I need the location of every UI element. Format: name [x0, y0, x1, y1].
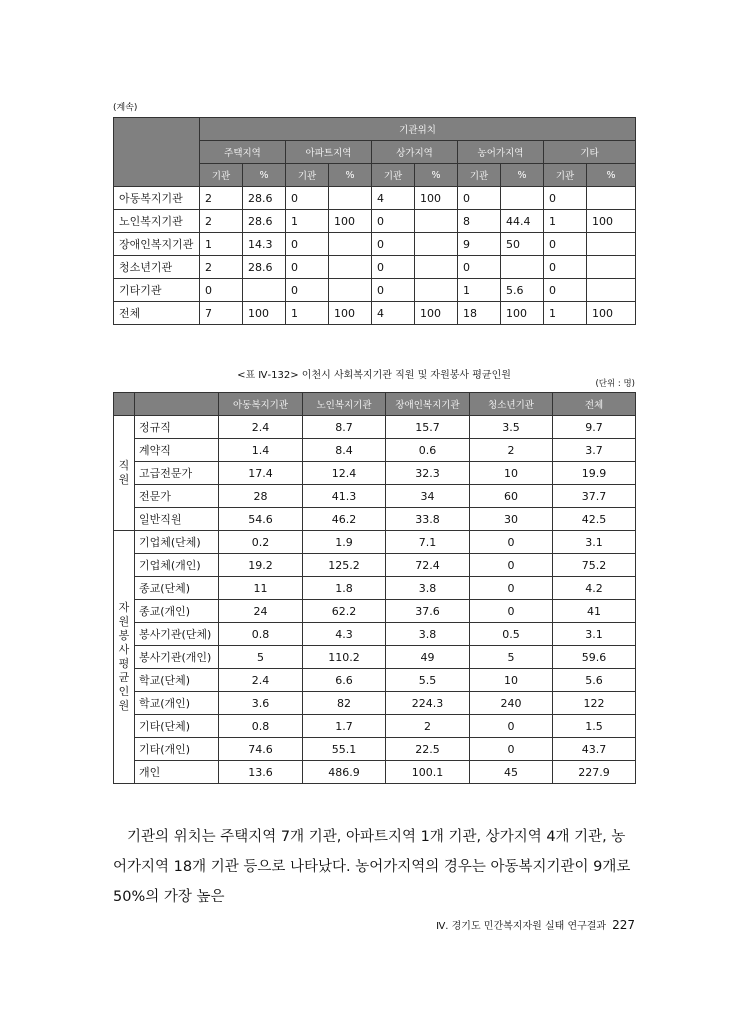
row-label: 개인 — [135, 761, 219, 784]
table-cell: 0.8 — [219, 623, 303, 646]
table-cell: 19.9 — [553, 462, 636, 485]
table-cell: 1 — [458, 279, 501, 302]
table-cell: 12.4 — [303, 462, 386, 485]
table-cell: 74.6 — [219, 738, 303, 761]
table-cell: 15.7 — [386, 416, 470, 439]
table-cell: 14.3 — [243, 233, 286, 256]
table-cell — [501, 256, 544, 279]
table-cell: 0 — [286, 187, 329, 210]
table-row — [114, 738, 636, 761]
table-cell: 28.6 — [243, 210, 286, 233]
table-cell: 28 — [219, 485, 303, 508]
table-cell: 10 — [470, 669, 553, 692]
row-label: 계약직 — [135, 439, 219, 462]
table-cell: 1 — [286, 302, 329, 325]
row-label: 봉사기관(개인) — [135, 646, 219, 669]
table-cell: 2 — [470, 439, 553, 462]
table-cell — [587, 187, 636, 210]
table-cell: 0 — [372, 256, 415, 279]
row-label: 학교(개인) — [135, 692, 219, 715]
row-label: 기타(단체) — [135, 715, 219, 738]
table-cell: 43.7 — [553, 738, 636, 761]
table-cell: 486.9 — [303, 761, 386, 784]
column-header: 노인복지기관 — [303, 393, 386, 416]
table-row — [114, 462, 636, 485]
table-cell: 0 — [458, 187, 501, 210]
table-cell: 60 — [470, 485, 553, 508]
subcol-header: % — [415, 164, 458, 187]
table-cell: 2 — [200, 256, 243, 279]
table-cell: 100 — [329, 302, 372, 325]
region-header: 상가지역 — [372, 141, 458, 164]
table-cell — [415, 210, 458, 233]
table-cell: 3.5 — [470, 416, 553, 439]
table-cell — [329, 279, 372, 302]
row-label: 기타기관 — [114, 279, 200, 302]
table-cell: 5.6 — [553, 669, 636, 692]
page-footer — [436, 917, 635, 932]
table-cell: 46.2 — [303, 508, 386, 531]
location-table — [113, 117, 636, 325]
column-header: 청소년기관 — [470, 393, 553, 416]
table-row — [114, 256, 636, 279]
subcol-header: % — [243, 164, 286, 187]
table-row — [114, 577, 636, 600]
row-label: 종교(개인) — [135, 600, 219, 623]
table-row — [114, 715, 636, 738]
row-label: 봉사기관(단체) — [135, 623, 219, 646]
table-cell: 1.7 — [303, 715, 386, 738]
table-cell: 3.7 — [553, 439, 636, 462]
subcol-header: % — [587, 164, 636, 187]
row-label: 기업체(단체) — [135, 531, 219, 554]
table-cell: 13.6 — [219, 761, 303, 784]
column-header: 아동복지기관 — [219, 393, 303, 416]
table-cell: 100 — [415, 302, 458, 325]
table-cell: 0 — [286, 279, 329, 302]
table-cell: 19.2 — [219, 554, 303, 577]
table-row — [114, 600, 636, 623]
table-cell: 33.8 — [386, 508, 470, 531]
table-cell: 0 — [372, 233, 415, 256]
table-caption: <표 Ⅳ-132> 이천시 사회복지기관 직원 및 자원봉사 평균인원 — [237, 370, 511, 381]
table-cell: 50 — [501, 233, 544, 256]
table-cell — [415, 256, 458, 279]
table-row — [114, 508, 636, 531]
table-row — [114, 210, 636, 233]
table-cell: 6.6 — [303, 669, 386, 692]
table-cell: 227.9 — [553, 761, 636, 784]
table-cell: 224.3 — [386, 692, 470, 715]
table-cell: 41 — [553, 600, 636, 623]
unit-label: (단위 : 명) — [595, 379, 635, 389]
table-cell: 30 — [470, 508, 553, 531]
table-cell — [329, 233, 372, 256]
page-number: 227 — [612, 918, 635, 932]
row-label: 정규직 — [135, 416, 219, 439]
table-cell: 100 — [587, 302, 636, 325]
table-cell: 240 — [470, 692, 553, 715]
subcol-header: 기관 — [372, 164, 415, 187]
table-cell: 100 — [243, 302, 286, 325]
table-cell: 8.4 — [303, 439, 386, 462]
table-cell: 49 — [386, 646, 470, 669]
table-row — [114, 531, 636, 554]
row-label: 일반직원 — [135, 508, 219, 531]
table-cell: 7 — [200, 302, 243, 325]
table-cell — [415, 233, 458, 256]
table-cell: 10 — [470, 462, 553, 485]
table-cell: 0 — [372, 210, 415, 233]
table-row — [114, 761, 636, 784]
subcol-header: 기관 — [200, 164, 243, 187]
table-cell: 1.4 — [219, 439, 303, 462]
group-label-text: 자원봉사평균인원 — [118, 601, 130, 712]
table-cell: 5 — [470, 646, 553, 669]
table-cell: 24 — [219, 600, 303, 623]
table-cell: 0.2 — [219, 531, 303, 554]
table-cell: 3.6 — [219, 692, 303, 715]
subcol-header: % — [501, 164, 544, 187]
table-cell: 2 — [200, 210, 243, 233]
table-row — [114, 187, 636, 210]
table-cell: 0 — [200, 279, 243, 302]
table-cell: 9 — [458, 233, 501, 256]
corner-cell — [114, 393, 135, 416]
staff-volunteer-table — [113, 392, 636, 784]
table-row — [114, 554, 636, 577]
group-label-text: 직원 — [118, 459, 130, 486]
table-cell: 3.1 — [553, 531, 636, 554]
table-cell: 54.6 — [219, 508, 303, 531]
table-cell: 2.4 — [219, 669, 303, 692]
table-cell: 8 — [458, 210, 501, 233]
table-cell: 125.2 — [303, 554, 386, 577]
table-cell — [329, 187, 372, 210]
table-cell: 0 — [544, 233, 587, 256]
table-cell: 8.7 — [303, 416, 386, 439]
table-row — [114, 485, 636, 508]
table-cell: 37.6 — [386, 600, 470, 623]
table-cell: 4 — [372, 187, 415, 210]
subcol-header: 기관 — [286, 164, 329, 187]
group-header: 기관위치 — [200, 118, 636, 141]
table-cell: 0.6 — [386, 439, 470, 462]
table-cell: 0 — [544, 279, 587, 302]
region-header: 주택지역 — [200, 141, 286, 164]
table-row — [114, 646, 636, 669]
table-cell: 0 — [470, 554, 553, 577]
table-cell — [587, 233, 636, 256]
table-cell: 100 — [501, 302, 544, 325]
table-cell: 2 — [386, 715, 470, 738]
table-cell: 5.6 — [501, 279, 544, 302]
footer-text: Ⅳ. 경기도 민간복지자원 실태 연구결과 — [436, 921, 607, 932]
table-cell: 55.1 — [303, 738, 386, 761]
table-row — [114, 692, 636, 715]
table-row — [114, 439, 636, 462]
subcol-header: % — [329, 164, 372, 187]
row-label: 전체 — [114, 302, 200, 325]
row-label: 학교(단체) — [135, 669, 219, 692]
table-cell: 3.8 — [386, 577, 470, 600]
subcol-header: 기관 — [458, 164, 501, 187]
table-cell: 32.3 — [386, 462, 470, 485]
table-cell: 7.1 — [386, 531, 470, 554]
table-cell — [587, 256, 636, 279]
table-cell: 5 — [219, 646, 303, 669]
table-cell: 72.4 — [386, 554, 470, 577]
table-cell: 62.2 — [303, 600, 386, 623]
table-cell: 0.8 — [219, 715, 303, 738]
table-cell: 100 — [587, 210, 636, 233]
region-header: 기타 — [544, 141, 636, 164]
table-row — [114, 416, 636, 439]
table-cell: 1.8 — [303, 577, 386, 600]
row-label: 노인복지기관 — [114, 210, 200, 233]
table-cell: 1 — [286, 210, 329, 233]
table-row — [114, 623, 636, 646]
corner-cell — [114, 118, 200, 187]
table-cell: 28.6 — [243, 187, 286, 210]
table-cell: 100 — [329, 210, 372, 233]
table-cell: 37.7 — [553, 485, 636, 508]
region-header: 아파트지역 — [286, 141, 372, 164]
table-cell: 3.1 — [553, 623, 636, 646]
table-cell: 4.2 — [553, 577, 636, 600]
table-cell: 122 — [553, 692, 636, 715]
table-cell: 0 — [470, 600, 553, 623]
table-cell: 44.4 — [501, 210, 544, 233]
table-cell: 0 — [470, 577, 553, 600]
row-label: 기타(개인) — [135, 738, 219, 761]
table-cell — [587, 279, 636, 302]
table-cell: 22.5 — [386, 738, 470, 761]
region-header: 농어가지역 — [458, 141, 544, 164]
row-label: 기업체(개인) — [135, 554, 219, 577]
table-cell: 45 — [470, 761, 553, 784]
table-cell: 1 — [200, 233, 243, 256]
column-header: 장애인복지기관 — [386, 393, 470, 416]
table-cell: 41.3 — [303, 485, 386, 508]
table-cell: 4.3 — [303, 623, 386, 646]
row-label: 전문가 — [135, 485, 219, 508]
subcol-header: 기관 — [544, 164, 587, 187]
table-cell: 0 — [458, 256, 501, 279]
table-cell — [501, 187, 544, 210]
table-cell: 5.5 — [386, 669, 470, 692]
table-cell: 17.4 — [219, 462, 303, 485]
corner-cell — [135, 393, 219, 416]
table-cell: 9.7 — [553, 416, 636, 439]
table-cell: 1.5 — [553, 715, 636, 738]
table-row — [114, 669, 636, 692]
table-cell: 1.9 — [303, 531, 386, 554]
table-cell: 0 — [470, 715, 553, 738]
table-cell — [415, 279, 458, 302]
table-cell: 42.5 — [553, 508, 636, 531]
table-cell: 0 — [286, 256, 329, 279]
table-cell: 2 — [200, 187, 243, 210]
table-cell: 0.5 — [470, 623, 553, 646]
table-cell: 0 — [372, 279, 415, 302]
table-cell — [243, 279, 286, 302]
row-label: 아동복지기관 — [114, 187, 200, 210]
body-paragraph: 기관의 위치는 주택지역 7개 기관, 아파트지역 1개 기관, 상가지역 4개 기관, 농어가지역 18개 기관 등으로 나타났다. 농어가지역의 경우는 아동복지기관이 9개로 50%의 가장 높은 — [113, 829, 631, 905]
table-cell: 28.6 — [243, 256, 286, 279]
table-cell: 34 — [386, 485, 470, 508]
table-cell: 0 — [544, 256, 587, 279]
row-label: 종교(단체) — [135, 577, 219, 600]
table-cell: 3.8 — [386, 623, 470, 646]
table-cell: 1 — [544, 302, 587, 325]
table-row — [114, 279, 636, 302]
table-cell: 0 — [544, 187, 587, 210]
table-cell: 82 — [303, 692, 386, 715]
table-cell: 0 — [470, 531, 553, 554]
table-cell: 18 — [458, 302, 501, 325]
table-row — [114, 233, 636, 256]
group-label — [114, 531, 135, 784]
table-cell: 100.1 — [386, 761, 470, 784]
table-cell: 1 — [544, 210, 587, 233]
column-header: 전체 — [553, 393, 636, 416]
table-cell: 4 — [372, 302, 415, 325]
table-cell: 11 — [219, 577, 303, 600]
row-label: 고급전문가 — [135, 462, 219, 485]
table-cell: 0 — [470, 738, 553, 761]
table-cell: 75.2 — [553, 554, 636, 577]
table-cell: 59.6 — [553, 646, 636, 669]
table-cell: 2.4 — [219, 416, 303, 439]
row-label: 장애인복지기관 — [114, 233, 200, 256]
table-cell: 100 — [415, 187, 458, 210]
table-row — [114, 302, 636, 325]
row-label: 청소년기관 — [114, 256, 200, 279]
table-cell: 0 — [286, 233, 329, 256]
group-label — [114, 416, 135, 531]
table-cell: 110.2 — [303, 646, 386, 669]
continued-label: (계속) — [113, 103, 138, 113]
table-cell — [329, 256, 372, 279]
